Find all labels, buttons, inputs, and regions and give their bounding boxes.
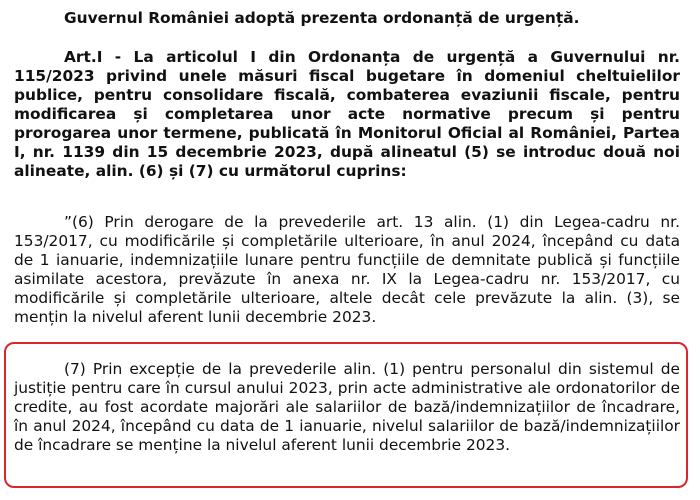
paragraph-6-text: ”(6) Prin derogare de la prevederile art. 13 alin. (1) din Legea-cadru nr. 153/2017, cu modificările și completările ulterioare, în anul 2024, începând cu data de 1 ianuarie, indemnizațiile lunare pentru funcțiile de demnitate publică și funcțiile asimilate acestora, prevăzute în anexa nr. IX la Legea-cadru nr. 153/2017, cu modificările și completările ulterioare, altele decât cele prevăzute la alin. (3), se mențin la nivelul aferent lunii decembrie 2023. — [14, 213, 680, 326]
article-1-text: Art.I - La articolul I din Ordonanța de urgență a Guvernului nr. 115/2023 privind unele măsuri fiscal bugetare în domeniul cheltuielilor publice, pentru consolidare fiscală, combaterea evaziunii fiscale, pentru modificarea și completarea unor acte normative precum și pentru prorogarea unor termene, publicată în Monitorul Oficial al României, Partea I, nr. 1139 din 15 decembrie 2023, după alineatul (5) se introduc două noi alineate, alin. (6) și (7) cu următorul cuprins: — [14, 48, 680, 180]
intro-statement: Guvernul României adoptă prezenta ordonanță de urgență. — [64, 9, 580, 27]
paragraph-7-text: (7) Prin excepție de la prevederile alin. (1) pentru personalul din sistemul de justiție pentru care în cursul anului 2023, prin acte administrative ale ordonatorilor de credite, au fost acordate majorări ale salariilor de bază/indemnizațiilor de încadrare, în anul 2024, începând cu data de 1 ianuarie, nivelul salariilor de bază/indemnizațiilor de încadrare se menține la nivelul aferent lunii decembrie 2023. — [14, 360, 680, 454]
